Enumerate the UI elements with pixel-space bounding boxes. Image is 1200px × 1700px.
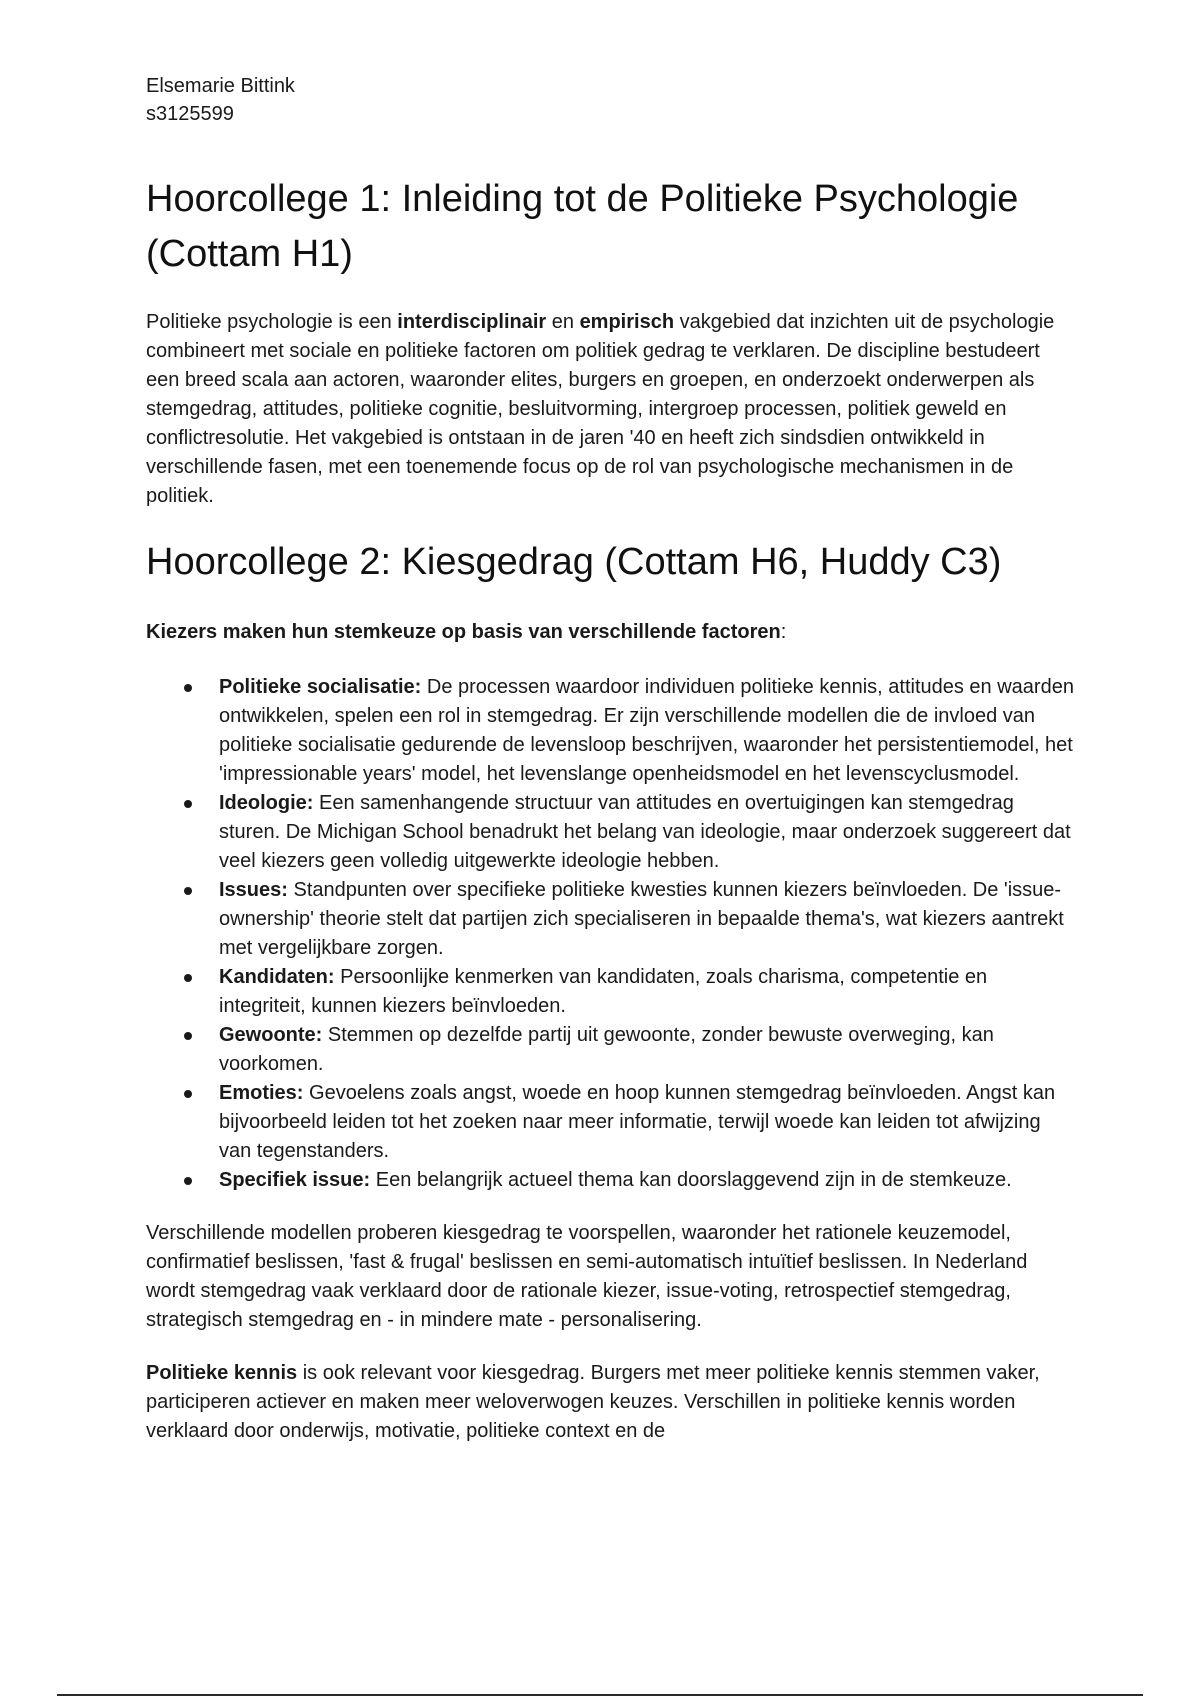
list-item: [146, 789, 1076, 876]
text-run: Politieke psychologie is een: [146, 311, 398, 333]
factor-text: Een belangrijk actueel thema kan doorslaggevend zijn in de stemkeuze.: [370, 1169, 1012, 1191]
bullet-icon: [184, 1032, 192, 1040]
author-name: Elsemarie Bittink: [146, 75, 295, 97]
page-bottom-divider: [57, 1694, 1143, 1696]
bold-term: interdisciplinair: [397, 311, 547, 333]
factor-term: Emoties:: [219, 1082, 304, 1104]
lecture-2-lead: [146, 618, 1076, 647]
text-run: is ook relevant voor kiesgedrag. Burgers met meer politieke kennis stemmen vaker, participeren actiever en maken meer weloverwogen keuzes. Verschillen in politieke kennis worden verklaard door onderwijs, motivatie, politieke context en de: [146, 1362, 1040, 1442]
document-page: [146, 72, 1076, 1446]
text-run: :: [780, 621, 787, 643]
factor-list: [146, 673, 1076, 1195]
student-number: s3125599: [146, 103, 234, 125]
factor-text: Standpunten over specifieke politieke kwesties kunnen kiezers beïnvloeden. De 'issue-ownership' theorie stelt dat partijen zich specialiseren in bepaalde thema's, wat kiezers aantrekt met vergelijkbare zorgen.: [219, 879, 1064, 959]
factor-term: Issues:: [219, 879, 288, 901]
list-item: [146, 1079, 1076, 1166]
list-item: [146, 1021, 1076, 1079]
factor-term: Gewoonte:: [219, 1024, 323, 1046]
bold-term: Politieke kennis: [146, 1362, 298, 1384]
list-item: [146, 963, 1076, 1021]
bold-lead: Kiezers maken hun stemkeuze op basis van verschillende factoren: [146, 621, 781, 643]
bold-term: empirisch: [579, 311, 675, 333]
list-item: [146, 1166, 1076, 1195]
bullet-icon: [184, 1090, 192, 1098]
factor-text: Persoonlijke kenmerken van kandidaten, zoals charisma, competentie en integriteit, kunnen kiezers beïnvloeden.: [219, 966, 988, 1017]
bullet-icon: [184, 974, 192, 982]
text-run: vakgebied dat inzichten uit de psychologie combineert met sociale en politieke factoren om politiek gedrag te verklaren. De discipline bestudeert een breed scala aan actoren, waaronder elites, burgers en groepen, en onderzoekt onderwerpen als stemgedrag, attitudes, politieke cognitie, besluitvorming, intergroep processen, politiek geweld en conflictresolutie. Het vakgebied is ontstaan in de jaren '40 en heeft zich sindsdien ontwikkeld in verschillende fasen, met een toenemende focus op de rol van psychologische mechanismen in de politiek.: [146, 311, 1055, 507]
bullet-icon: [184, 684, 192, 692]
models-paragraph: Verschillende modellen proberen kiesgedrag te voorspellen, waaronder het rationele keuzemodel, confirmatief beslissen, 'fast & frugal' beslissen en semi-automatisch intuïtief beslissen. In Nederland wordt stemgedrag vaak verklaard door de rationale kiezer, issue-voting, retrospectief stemgedrag, strategisch stemgedrag en - in mindere mate - personalisering.: [146, 1222, 1028, 1331]
bullet-icon: [184, 1177, 192, 1185]
factor-text: Stemmen op dezelfde partij uit gewoonte, zonder bewuste overweging, kan voorkomen.: [219, 1024, 994, 1075]
factor-term: Politieke socialisatie:: [219, 676, 422, 698]
bullet-icon: [184, 887, 192, 895]
lecture-2-title: Hoorcollege 2: Kiesgedrag (Cottam H6, Huddy C3): [146, 541, 1002, 583]
list-item: [146, 876, 1076, 963]
factor-text: De processen waardoor individuen politieke kennis, attitudes en waarden ontwikkelen, spelen een rol in stemgedrag. Er zijn verschillende modellen die de invloed van politieke socialisatie gedurende de levensloop beschrijven, waaronder het persistentiemodel, het 'impressionable years' model, het levenslange openheidsmodel en het levenscyclusmodel.: [219, 676, 1074, 785]
factor-term: Ideologie:: [219, 792, 314, 814]
factor-text: Gevoelens zoals angst, woede en hoop kunnen stemgedrag beïnvloeden. Angst kan bijvoorbeeld leiden tot het zoeken naar meer informatie, terwijl woede kan leiden tot afwijzing van tegenstanders.: [219, 1082, 1056, 1162]
text-run: en: [546, 311, 580, 333]
knowledge-paragraph: [146, 1359, 1076, 1446]
factor-term: Specifiek issue:: [219, 1169, 371, 1191]
list-item: [146, 673, 1076, 789]
factor-text: Een samenhangende structuur van attitudes en overtuigingen kan stemgedrag sturen. De Michigan School benadrukt het belang van ideologie, maar onderzoek suggereert dat veel kiezers geen volledig uitgewerkte ideologie hebben.: [219, 792, 1071, 872]
lecture-1-title: Hoorcollege 1: Inleiding tot de Politieke Psychologie (Cottam H1): [146, 178, 1019, 275]
factor-term: Kandidaten:: [219, 966, 335, 988]
bullet-icon: [184, 800, 192, 808]
lecture-1-paragraph: [146, 308, 1076, 511]
